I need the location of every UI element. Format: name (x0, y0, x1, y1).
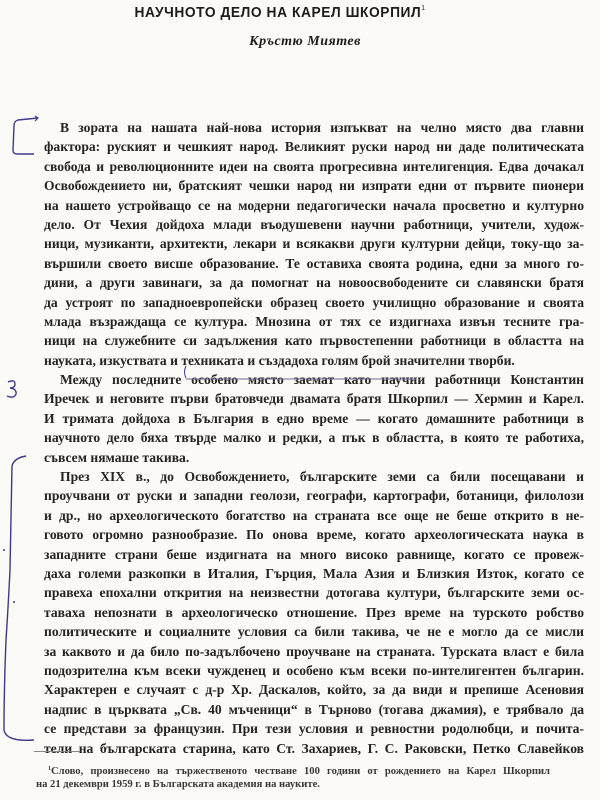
text-line: правеха епохални открития на неизвестни дотогава култури, българските земи ос- (44, 585, 584, 601)
footnote-ref: 1 (48, 766, 51, 772)
text-line: млада възраждаща се култура. Мнозина от тях се издигнаха извън тесните гра- (44, 313, 584, 329)
text-line: съвсем нямаше такива. (44, 449, 190, 465)
title-footnote-ref: 1 (421, 5, 426, 12)
pen-bracket-mark-top (0, 110, 50, 160)
footnote-divider (34, 751, 80, 752)
text-line: През XIX в., до Освобождението, българските земи са били посещавани и (60, 469, 584, 485)
text-line: Освобождението ни, братският чешки народ ни изпрати едни от първите пионери (44, 178, 584, 194)
footnote-line: на 21 декември 1959 г. в Българската академия на науките. (36, 779, 320, 790)
text-line: тели на българската старина, като Ст. Захариев, Г. С. Раковски, Петко Славейков (44, 740, 584, 756)
text-line: проучвани от руски и западни геолози, географи, картографи, ботаници, филолози (44, 488, 584, 504)
text-line: на нашето устройващо се на модерни педагогически начала просветно и културно (44, 197, 584, 213)
text-line: науката, изкуствата и техниката и създадоха голям брой значителни творби. (44, 352, 515, 368)
text-line: свобода и революционните идеи на своята прогресивна интелигенция. Едва дочакал (44, 158, 584, 174)
text-line: политическите и социалните условия са били такива, че не е могло да се мисли (44, 624, 584, 640)
text-line: говото огромно разнообразие. По онова време, когато археологическата наука в (44, 527, 584, 543)
text-line: надпис в църквата „Св. 40 мъченици“ в Търново (тогава джамия), е трябвало да (44, 701, 584, 717)
text-line: ници на служебните си задължения като първостепенни работници в областта на (44, 333, 584, 349)
text-line: и др., но археологическото богатство на страната все още не беше открито в не- (44, 507, 584, 523)
footnote-line: $^1$Слово, произнесено на тържественото честване 100 години от рождението на Карел Шкорпил (48, 766, 550, 777)
text-line: И тримата дойдоха в България в едно време — когато домашните работници в (44, 410, 584, 426)
text-line: фактора: руският и чешкият народ. Великият руски народ ни даде политическата (44, 139, 584, 155)
footnote (36, 762, 550, 792)
text-line: вършили своето висше образование. Те оставиха своята родина, едни за много го- (44, 255, 584, 271)
text-line: западните страни беше издигната на много високо равнище, когато се провеж- (44, 546, 584, 562)
text-line: даха големи разкопки в Италия, Гърция, Мала Азия и Близкия Изток, когато се (44, 565, 584, 581)
pen-margin-number-3 (4, 378, 22, 400)
text-line: Характерен е случаят с д-р Хр. Даскалов, който, за да види и препише Асеновия (44, 682, 584, 698)
text-line: научното дело бяха твърде малко и редки, а пък в областта, в която те работиха, (44, 430, 584, 446)
text-line: таваха непознати в археологическо отношение. През време на турското робство (44, 604, 584, 620)
title-text: НАУЧНОТО ДЕЛО НА КАРЕЛ ШКОРПИЛ (134, 5, 422, 21)
text-line: да устроят по западноевропейски образец своето училищно образование и своята (44, 294, 584, 310)
text-line: В зората на нашата най-нова история изпъкват на челно място два главни (60, 120, 584, 135)
pen-bracket-mark-long (0, 450, 40, 750)
article-body (44, 118, 584, 758)
text-line: се представи за французин. При тези условия и ревностни родолюбци, и почита- (44, 721, 584, 737)
text-line: за каквото и да било по-задълбочено проучване на страната. Турската власт е била (44, 643, 584, 659)
page-title (119, 0, 442, 22)
text-line: дини, а други завинаги, за да помогнат на новоосвободените си славянски братя (44, 275, 584, 291)
text-line: подозрителна към всеки чужденец и особено към всеки по-интелигентен българин. (44, 662, 584, 678)
text-line: Между последните особено място заемат като научни работници Константин (60, 372, 584, 388)
text-line: дело. От Чехия дойдоха млади въодушевени научни работници, учители, худож- (44, 216, 584, 232)
author-name: Кръстю Миятев (249, 34, 361, 49)
text-line: ници, музиканти, архитекти, лекари и всякакви други културни дейци, току-що за- (44, 236, 584, 252)
text-line: Иречек и неговите първи братовчеди двамата братя Шкорпил — Хермин и Карел. (44, 391, 584, 407)
